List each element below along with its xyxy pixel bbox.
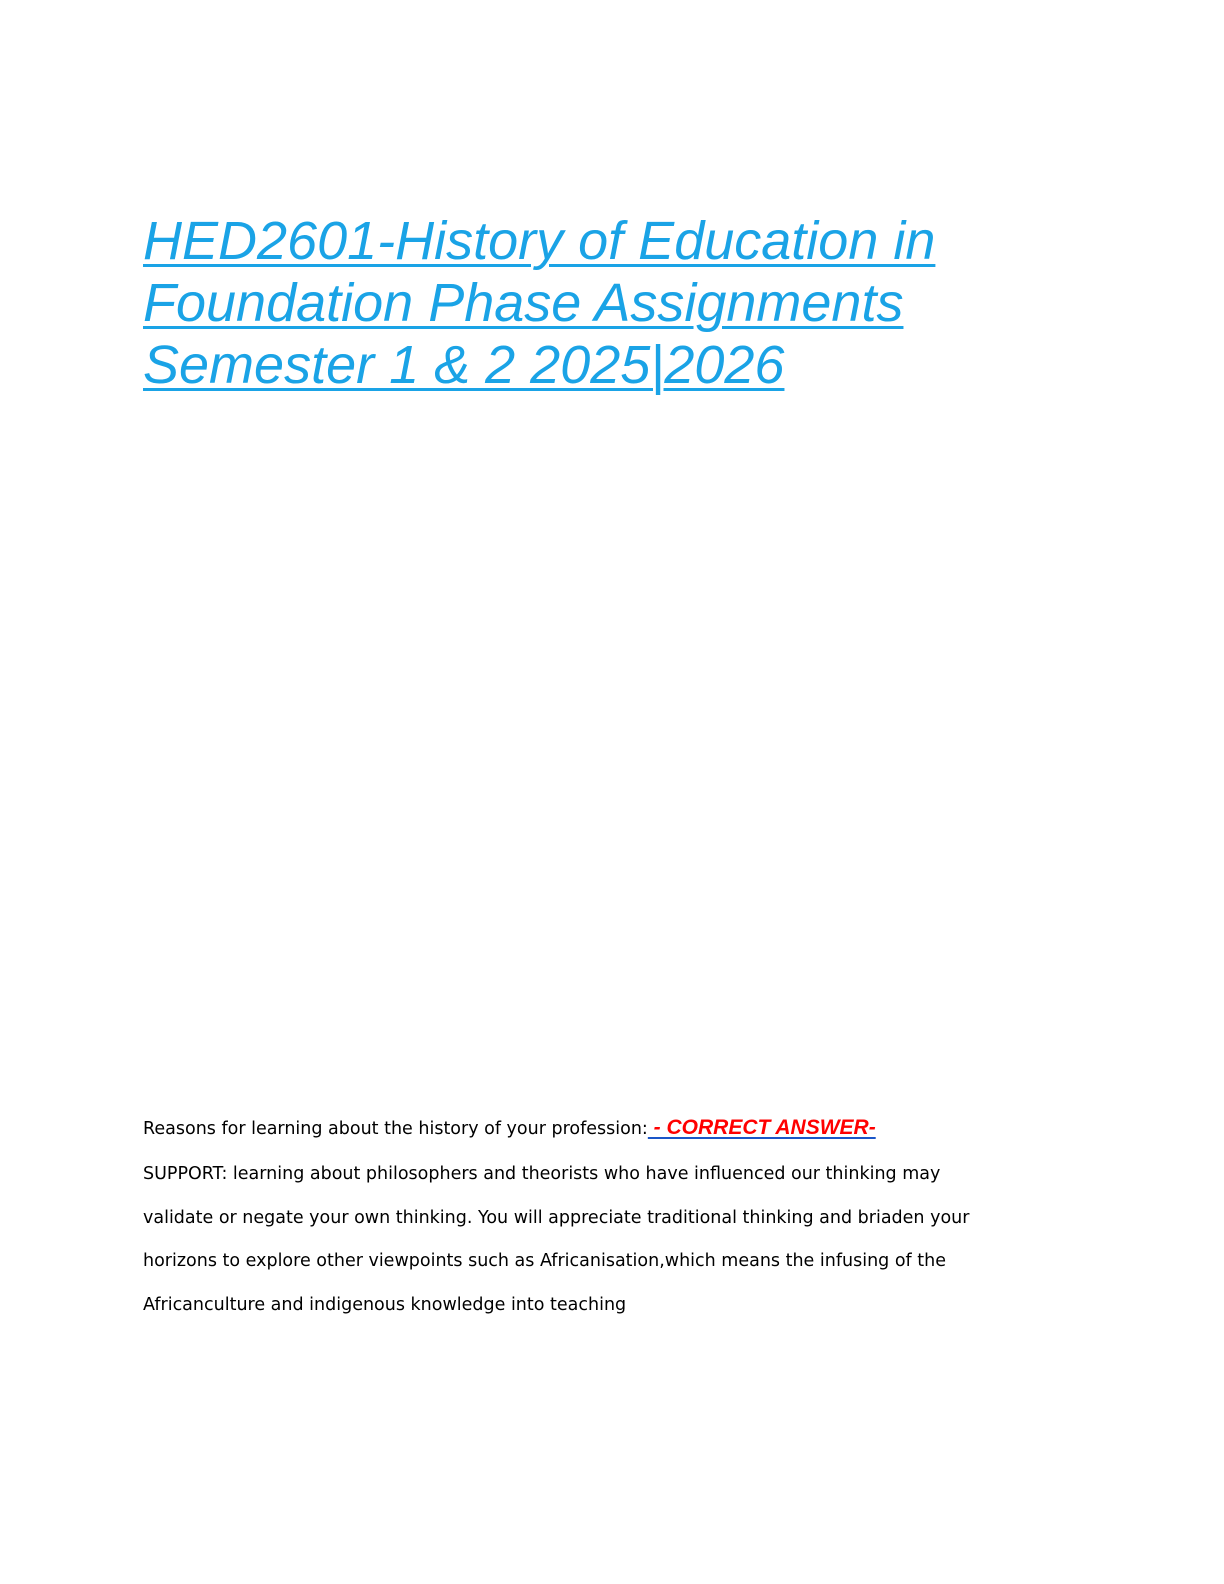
question-text: Reasons for learning about the history of your profession:: [143, 1119, 648, 1139]
title-line-text: Semester 1 & 2 2025|2026: [143, 335, 785, 395]
answer-line: SUPPORT: learning about philosophers and theorists who have influenced our thinking may: [143, 1164, 941, 1184]
question-answer-block: [143, 1112, 1073, 1327]
title-line: [143, 272, 1103, 334]
correct-answer-tag: - CORRECT ANSWER-: [647, 1116, 876, 1139]
document-title: [143, 210, 1103, 396]
answer-line: validate or negate your own thinking. You will appreciate traditional thinking and briaden your: [143, 1207, 970, 1228]
answer-line: horizons to explore other viewpoints such as Africanisation,which means the infusing of the: [143, 1251, 946, 1271]
title-line-text: HED2601-History of Education in: [143, 211, 936, 271]
question-line: [143, 1112, 1073, 1145]
title-line: [143, 210, 1103, 272]
title-line: [143, 334, 1103, 396]
title-line-text: Foundation Phase Assignments: [143, 273, 904, 333]
answer-line: Africanculture and indigenous knowledge into teaching: [143, 1294, 627, 1315]
answer-text: [143, 1153, 1073, 1327]
